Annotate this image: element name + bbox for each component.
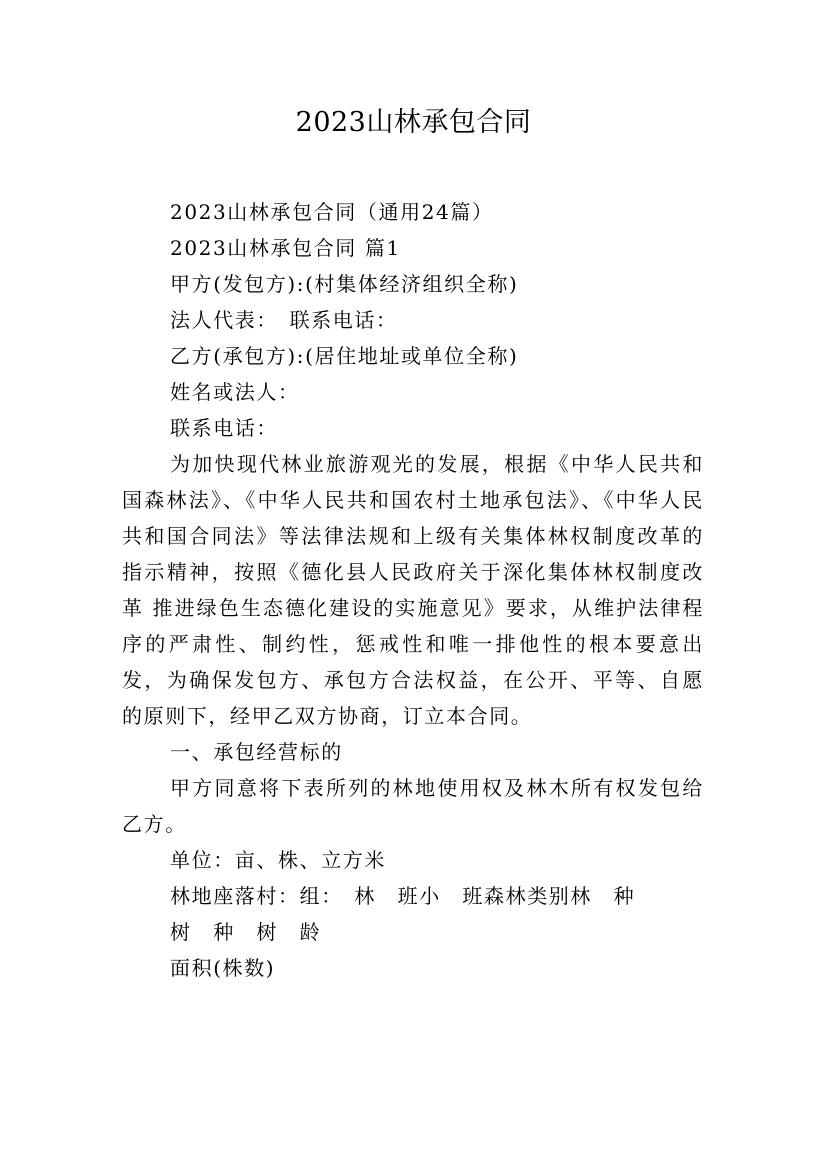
paragraph-species: 树 种 树 龄: [170, 920, 322, 944]
paragraph-name: 姓名或法人：: [170, 380, 300, 404]
paragraph-party-a: 甲方(发包方):(村集体经济组织全称): [170, 272, 519, 296]
paragraph-area: 面积(株数): [170, 956, 276, 980]
document-body: [122, 194, 704, 986]
paragraph-section-heading: 一、承包经营标的: [170, 740, 343, 764]
paragraph-location: 林地座落村：组： 林 班小 班森林类别林 种: [170, 884, 636, 908]
paragraph-units: 单位：亩、株、立方米: [170, 848, 386, 872]
document-title: 2023山林承包合同: [295, 107, 532, 138]
paragraph-preamble: 为加快现代林业旅游观光的发展，根据《中华人民共和国森林法》、《中华人民共和国农村土地承包法》、《中华人民共和国合同法》等法律法规和上级有关集体林权制度改革的指示精神，按照《德化县人民政府关于深化集体林权制度改革 推进绿色生态德化建设的实施意见》要求，从维护法律程序的严肃性、制约性，惩戒性和唯一排他性的根本要意出发，为确保发包方、承包方合法权益，在公开、平等、自愿的原则下，经甲乙双方协商，订立本合同。: [122, 452, 704, 728]
paragraph-collection-title: 2023山林承包合同（通用24篇）: [170, 200, 494, 224]
paragraph-party-b: 乙方(承包方):(居住地址或单位全称): [170, 344, 519, 368]
paragraph-agreement: 甲方同意将下表所列的林地使用权及林木所有权发包给乙方。: [122, 776, 704, 836]
paragraph-article-heading: 2023山林承包合同 篇1: [170, 236, 401, 260]
paragraph-phone: 联系电话：: [170, 416, 278, 440]
paragraph-legal-rep: 法人代表： 联系电话：: [170, 308, 398, 332]
